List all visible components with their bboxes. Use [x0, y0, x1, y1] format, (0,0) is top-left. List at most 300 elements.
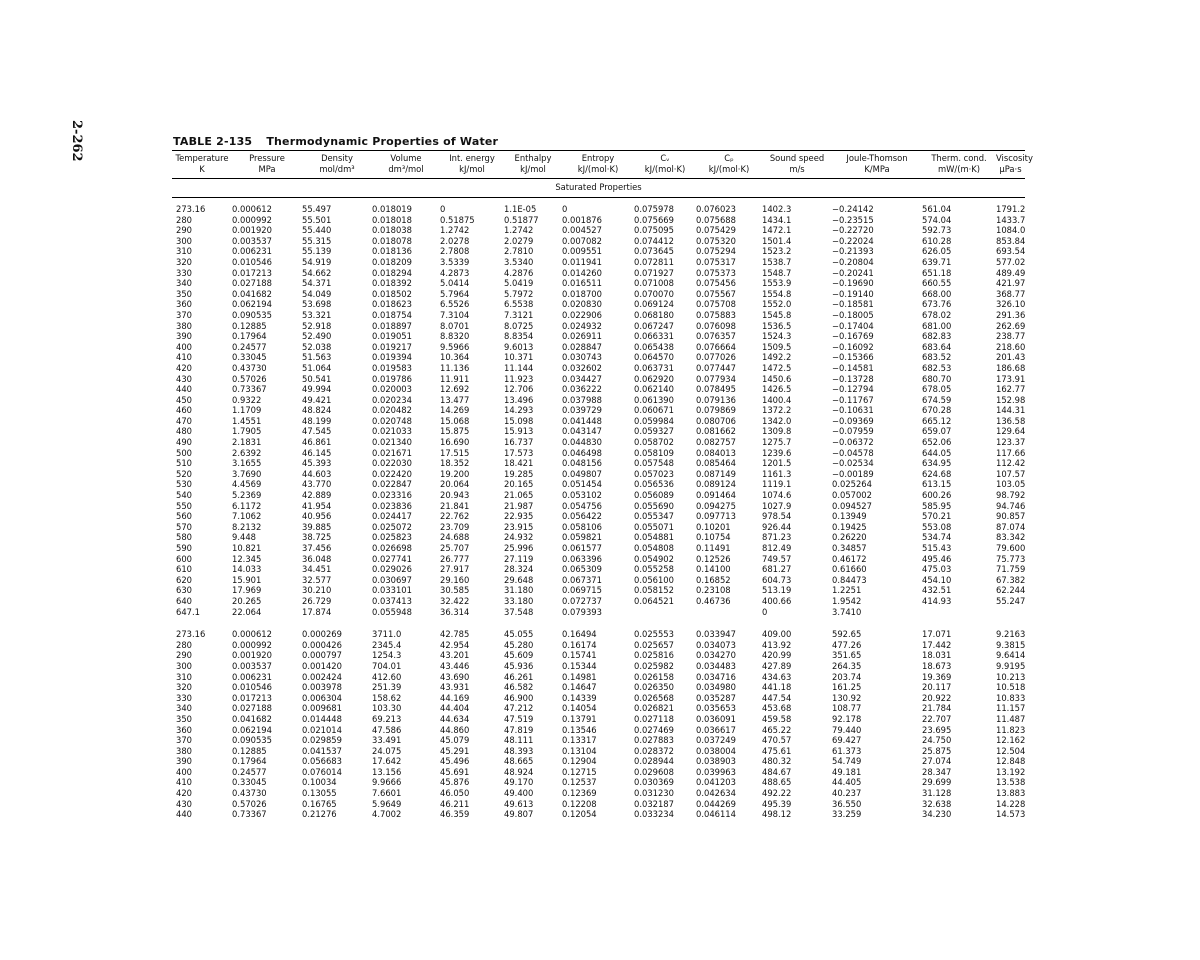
table-cell: 1027.9 [762, 500, 792, 511]
table-cell: 320 [176, 256, 192, 267]
table-cell: 161.25 [832, 682, 862, 693]
table-cell: 9.9195 [996, 660, 1026, 671]
table-cell: 51.563 [302, 352, 332, 363]
table-cell: 749.57 [762, 553, 792, 564]
table-cell: 69.213 [372, 713, 402, 724]
table-cell: −0.17404 [832, 320, 874, 331]
table-cell: −0.19690 [832, 278, 874, 289]
table-cell: 681.27 [762, 564, 792, 575]
table-cell: 1084.0 [996, 225, 1026, 236]
table-cell: 0.034980 [696, 682, 736, 693]
column-unit: K/MPa [864, 164, 890, 174]
column-name: Density [321, 153, 353, 163]
table-cell: 0.067247 [634, 320, 674, 331]
table-cell: 1536.5 [762, 320, 792, 331]
table-cell: 0.026821 [634, 703, 674, 714]
table-cell: 0.028847 [562, 341, 602, 352]
table-cell: 400 [176, 766, 192, 777]
table-cell: 1548.7 [762, 267, 792, 278]
table-cell: 0.23108 [696, 585, 731, 596]
table-cell: 29.648 [504, 574, 534, 585]
table-cell: 410 [176, 777, 192, 788]
table-cell: 46.211 [440, 798, 470, 809]
table-cell: 0.024932 [562, 320, 602, 331]
table-cell: 291.36 [996, 309, 1026, 320]
table-cell: 0.037988 [562, 394, 602, 405]
column-header [922, 151, 996, 179]
table-cell: −0.13728 [832, 373, 874, 384]
table-cell: 3711.0 [372, 629, 402, 640]
table-cell: 488.65 [762, 777, 792, 788]
table-cell: 45.079 [440, 735, 470, 746]
table-cell: 45.393 [302, 458, 332, 469]
table-cell: 432.51 [922, 585, 952, 596]
table-cell: 0.067371 [562, 574, 602, 585]
table-cell: 1492.2 [762, 352, 792, 363]
table-cell: 103.05 [996, 479, 1026, 490]
table-cell: 0.14981 [562, 671, 597, 682]
table-cell: 0.076357 [696, 331, 736, 342]
table-cell: 39.885 [302, 521, 332, 532]
table-cell: 440 [176, 384, 192, 395]
table-cell: 0.097713 [696, 511, 736, 522]
table-cell: 27.917 [440, 564, 470, 575]
table-cell: 0.001876 [562, 214, 602, 225]
table-cell: 0.033947 [696, 629, 736, 640]
table-cell: 17.071 [922, 629, 952, 640]
table-cell: 5.2369 [232, 490, 262, 501]
table-cell: 0.10201 [696, 521, 731, 532]
table-cell: 0.014448 [302, 713, 342, 724]
table-cell: 0.058152 [634, 585, 674, 596]
table-cell: 624.68 [922, 468, 952, 479]
table-cell: 25.707 [440, 543, 470, 553]
table-cell: 0.041203 [696, 777, 736, 788]
table-cell: 1402.3 [762, 204, 792, 214]
table-cell: 1524.3 [762, 331, 792, 342]
table-cell: 0.051454 [562, 479, 602, 490]
table-body [172, 179, 1025, 820]
table-cell: 310 [176, 671, 192, 682]
table-cell: 0.018019 [372, 204, 412, 214]
table-cell: 0.076664 [696, 341, 736, 352]
spacer-cell [172, 617, 1025, 629]
table-cell: 0.054881 [634, 532, 674, 543]
table-cell: 0.017213 [232, 692, 272, 703]
table-cell: 1554.8 [762, 288, 792, 299]
table-row [172, 809, 1025, 820]
table-cell: 0.072811 [634, 256, 674, 267]
table-cell: 11.923 [504, 373, 534, 384]
table-cell: 45.280 [504, 639, 534, 650]
water-properties-table [172, 150, 1033, 820]
table-cell: 9.3815 [996, 639, 1026, 650]
table-row [172, 310, 1025, 321]
table-row [172, 767, 1025, 778]
table-cell: 0.026911 [562, 331, 602, 342]
table-cell: 0.016511 [562, 278, 602, 289]
spacer-row [172, 617, 1025, 629]
table-cell: 0.062194 [232, 724, 272, 735]
table-cell: 420.99 [762, 650, 792, 661]
table-cell: 0.089124 [696, 479, 736, 490]
table-cell: 49.613 [504, 798, 534, 809]
column-header [996, 151, 1033, 179]
table-cell: 561.04 [922, 204, 952, 214]
table-row [172, 289, 1025, 300]
table-cell: 0.074412 [634, 235, 674, 246]
table-cell: 0.025072 [372, 521, 412, 532]
table-cell: 0.13317 [562, 735, 597, 746]
table-cell: 0.075567 [696, 288, 736, 299]
table-cell: 0.022847 [372, 479, 412, 490]
table-cell: 45.936 [504, 660, 534, 671]
table-cell: 6.5526 [440, 299, 470, 310]
table-cell: 0.075883 [696, 309, 736, 320]
table-cell: 0.17964 [232, 756, 267, 767]
table-cell: 681.00 [922, 320, 952, 331]
table-cell: 20.265 [232, 595, 262, 606]
table-cell: 0.027741 [372, 553, 412, 564]
table-row [172, 448, 1025, 459]
table-cell: 550 [176, 500, 192, 511]
table-cell: 693.54 [996, 246, 1026, 257]
table-cell: 290 [176, 650, 192, 661]
table-cell: 0.041448 [562, 415, 602, 426]
table-cell: 0 [440, 204, 446, 214]
table-cell: 54.049 [302, 288, 332, 299]
table-cell: 1434.1 [762, 214, 792, 225]
table-row [172, 363, 1025, 374]
table-cell: 94.746 [996, 500, 1026, 511]
table-cell: 0.12208 [562, 798, 597, 809]
table-cell: 0.077934 [696, 373, 736, 384]
table-cell: 7.6601 [372, 788, 402, 799]
table-cell: 1553.9 [762, 278, 792, 289]
table-cell: 10.518 [996, 682, 1026, 693]
table-row [172, 331, 1025, 342]
table-cell: 420 [176, 788, 192, 799]
table-cell: 0.090535 [232, 735, 272, 746]
table-cell: 0.001420 [302, 660, 342, 671]
table-cell: 0.064570 [634, 352, 674, 363]
table-cell: 370 [176, 309, 192, 320]
table-cell: 11.157 [996, 703, 1026, 714]
table-row [172, 799, 1025, 810]
table-cell: 430 [176, 798, 192, 809]
table-cell: 53.698 [302, 299, 332, 310]
table-cell: 1.9542 [832, 595, 862, 606]
table-row [172, 416, 1025, 427]
table-row [172, 735, 1025, 746]
table-row [172, 257, 1025, 268]
table-cell: 1433.7 [996, 214, 1026, 225]
table-cell: 0.081662 [696, 426, 736, 437]
table-cell: 1509.5 [762, 341, 792, 352]
column-header [372, 151, 440, 179]
column-name: Cᵥ [660, 153, 670, 163]
table-cell: 0.075669 [634, 214, 674, 225]
table-cell: 34.451 [302, 564, 332, 575]
table-cell: 0.061577 [562, 543, 602, 553]
table-cell: 22.935 [504, 511, 534, 522]
table-cell: 577.02 [996, 256, 1026, 267]
table-row [172, 426, 1025, 437]
table-cell: 0.15741 [562, 650, 597, 661]
table-cell: 680.70 [922, 373, 952, 384]
table-cell: 480 [176, 426, 192, 437]
table-cell: −0.15366 [832, 352, 874, 363]
table-row [172, 725, 1025, 736]
table-cell: 0.009551 [562, 246, 602, 257]
table-cell: 20.922 [922, 692, 952, 703]
table-row [172, 458, 1025, 469]
table-cell: 0.075429 [696, 225, 736, 236]
table-cell: 14.033 [232, 564, 262, 575]
table-cell: 54.371 [302, 278, 332, 289]
table-cell: 0.055258 [634, 564, 674, 575]
table-cell: 87.074 [996, 521, 1026, 532]
table-row [172, 479, 1025, 490]
table-cell: 350 [176, 288, 192, 299]
table-cell: 0.061390 [634, 394, 674, 405]
table-cell: 3.1655 [232, 458, 262, 469]
column-header [562, 151, 634, 179]
table-cell: 1501.4 [762, 235, 792, 246]
table-cell: 0.46736 [696, 595, 731, 606]
table-cell: 0.022906 [562, 309, 602, 320]
table-cell: 0.071927 [634, 267, 674, 278]
table-cell: 83.342 [996, 532, 1026, 543]
table-cell: 47.519 [504, 713, 534, 724]
table-cell: 0.020234 [372, 394, 412, 405]
table-cell: −0.09369 [832, 415, 874, 426]
table-cell: 0.036617 [696, 724, 736, 735]
table-cell: 0.058702 [634, 437, 674, 448]
table-cell: 492.22 [762, 788, 792, 799]
table-row [172, 650, 1025, 661]
table-cell: 21.841 [440, 500, 470, 511]
table-cell: 490 [176, 437, 192, 448]
table-cell: 17.874 [302, 606, 332, 617]
table-cell: 238.77 [996, 331, 1026, 342]
table-cell: 1472.5 [762, 362, 792, 373]
table-cell: −0.22024 [832, 235, 874, 246]
table-row [172, 204, 1025, 215]
table-cell: 18.031 [922, 650, 952, 661]
table-cell: 0.018623 [372, 299, 412, 310]
table-cell: 0.017213 [232, 267, 272, 278]
table-cell: 0.028944 [634, 756, 674, 767]
table-cell: 410 [176, 352, 192, 363]
table-cell: 0.018136 [372, 246, 412, 257]
table-cell: 31.180 [504, 585, 534, 596]
table-cell: −0.16092 [832, 341, 874, 352]
table-cell: 0.044830 [562, 437, 602, 448]
column-name: Enthalpy [514, 153, 552, 163]
table-cell: 0.077026 [696, 352, 736, 363]
table-cell: 647.1 [176, 606, 200, 617]
table-cell: 0.73367 [232, 384, 267, 395]
table-cell: 330 [176, 692, 192, 703]
table-cell: 978.54 [762, 511, 792, 522]
table-cell: 162.77 [996, 384, 1026, 395]
table-cell: 0.73367 [232, 809, 267, 820]
table-cell: 46.145 [302, 447, 332, 458]
table-cell: 152.98 [996, 394, 1026, 405]
table-cell: 47.212 [504, 703, 534, 714]
table-cell: 0.61660 [832, 564, 867, 575]
table-cell: 0.12537 [562, 777, 597, 788]
table-cell: 1.1709 [232, 405, 262, 416]
table-cell: 1.2251 [832, 585, 862, 596]
table-cell: 0.055690 [634, 500, 674, 511]
table-cell: −0.06372 [832, 437, 874, 448]
table-cell: 0.002424 [302, 671, 342, 682]
table-cell: 0.041537 [302, 745, 342, 756]
table-number: TABLE 2-135 [173, 135, 253, 148]
table-cell: 480.32 [762, 756, 792, 767]
table-cell: 55.440 [302, 225, 332, 236]
table-cell: 43.690 [440, 671, 470, 682]
table-cell: 44.860 [440, 724, 470, 735]
table-cell: 48.924 [504, 766, 534, 777]
table-cell: 465.22 [762, 724, 792, 735]
table-cell: 484.67 [762, 766, 792, 777]
table-cell: 45.496 [440, 756, 470, 767]
table-cell: 48.111 [504, 735, 534, 746]
table-cell: 626.05 [922, 246, 952, 257]
table-cell: 12.345 [232, 553, 262, 564]
table-cell: 0.090535 [232, 309, 272, 320]
table-cell: 0.018294 [372, 267, 412, 278]
table-cell: 9.6414 [996, 650, 1026, 661]
table-cell: 400.66 [762, 595, 792, 606]
table-cell: 13.496 [504, 394, 534, 405]
table-cell: 644.05 [922, 447, 952, 458]
table-cell: 534.74 [922, 532, 952, 543]
table-cell: 592.73 [922, 225, 952, 236]
table-cell: 203.74 [832, 671, 862, 682]
table-cell: 92.178 [832, 713, 862, 724]
table-cell: 0.056536 [634, 479, 674, 490]
table-cell: 0.055071 [634, 521, 674, 532]
column-unit: MPa [258, 164, 276, 174]
table-row [172, 268, 1025, 279]
table-cell: 19.285 [504, 468, 534, 479]
table-cell: −0.10631 [832, 405, 874, 416]
table-cell: 0.011941 [562, 256, 602, 267]
table-cell: 79.600 [996, 543, 1026, 553]
table-cell: 0.001920 [232, 225, 272, 236]
column-unit: kJ/(mol·K) [708, 164, 750, 174]
table-cell: 130.92 [832, 692, 862, 703]
table-cell: 29.160 [440, 574, 470, 585]
table-cell: 0.048156 [562, 458, 602, 469]
table-cell: 0.079869 [696, 405, 736, 416]
table-row [172, 532, 1025, 543]
table-cell: −0.14581 [832, 362, 874, 373]
table-cell: 0.021033 [372, 426, 412, 437]
table-cell: 55.501 [302, 214, 332, 225]
table-cell: 67.382 [996, 574, 1026, 585]
table-cell [634, 607, 696, 618]
column-unit: m/s [789, 164, 805, 174]
table-row [172, 554, 1025, 565]
table-cell: 290 [176, 225, 192, 236]
table-cell: 54.662 [302, 267, 332, 278]
table-cell: 264.35 [832, 660, 862, 671]
table-cell: 639.71 [922, 256, 952, 267]
table-cell: 26.729 [302, 595, 332, 606]
table-cell: 0.026158 [634, 671, 674, 682]
table-cell: 0.14100 [696, 564, 731, 575]
table-cell: 0.075373 [696, 267, 736, 278]
table-cell: 123.37 [996, 437, 1026, 448]
table-cell: 46.582 [504, 682, 534, 693]
table-cell: 1119.1 [762, 479, 792, 490]
table-cell: 0.003537 [232, 660, 272, 671]
table-cell: 0.9322 [232, 394, 262, 405]
table-cell: 0.041682 [232, 288, 272, 299]
table-cell: 13.883 [996, 788, 1026, 799]
table-cell: −0.23515 [832, 214, 874, 225]
table-cell: 0.16494 [562, 629, 597, 640]
table-cell: 25.875 [922, 745, 952, 756]
table-cell: 31.128 [922, 788, 952, 799]
table-cell: 630 [176, 585, 192, 596]
table-cell: 20.117 [922, 682, 952, 693]
table-cell: 32.638 [922, 798, 952, 809]
table-cell: 1450.6 [762, 373, 792, 384]
table-cell: 0.068180 [634, 309, 674, 320]
table-cell: 49.400 [504, 788, 534, 799]
table-cell: 3.7410 [832, 606, 862, 617]
table-cell: 18.421 [504, 458, 534, 469]
table-cell: 0.037413 [372, 595, 412, 606]
table-cell: 0.077447 [696, 362, 736, 373]
table-cell: 2.7810 [504, 246, 534, 257]
table-cell: 0.028372 [634, 745, 674, 756]
table-row [172, 278, 1025, 289]
table-cell: 16.737 [504, 437, 534, 448]
table-cell: 45.691 [440, 766, 470, 777]
table-cell: 273.16 [176, 629, 206, 640]
table-cell: 0.046498 [562, 447, 602, 458]
column-name: Int. energy [449, 153, 495, 163]
table-cell: 0.057023 [634, 468, 674, 479]
table-cell: 6.5538 [504, 299, 534, 310]
table-row [172, 225, 1025, 236]
table-cell: 0.087149 [696, 468, 736, 479]
table-cell: 0.065438 [634, 341, 674, 352]
table-cell: 1275.7 [762, 437, 792, 448]
table-cell: 30.210 [302, 585, 332, 596]
table-cell: 75.773 [996, 553, 1026, 564]
table-cell: 54.749 [832, 756, 862, 767]
table-row [172, 374, 1025, 385]
table-cell: 0.063396 [562, 553, 602, 564]
table-cell: 704.01 [372, 660, 402, 671]
table-cell: 0.094527 [832, 500, 872, 511]
table-cell: 15.098 [504, 415, 534, 426]
table-cell: 500 [176, 447, 192, 458]
table-cell: 43.201 [440, 650, 470, 661]
table-cell: 0.021340 [372, 437, 412, 448]
table-cell: 23.709 [440, 521, 470, 532]
table-cell: 413.92 [762, 639, 792, 650]
table-cell: 0.026698 [372, 543, 412, 553]
